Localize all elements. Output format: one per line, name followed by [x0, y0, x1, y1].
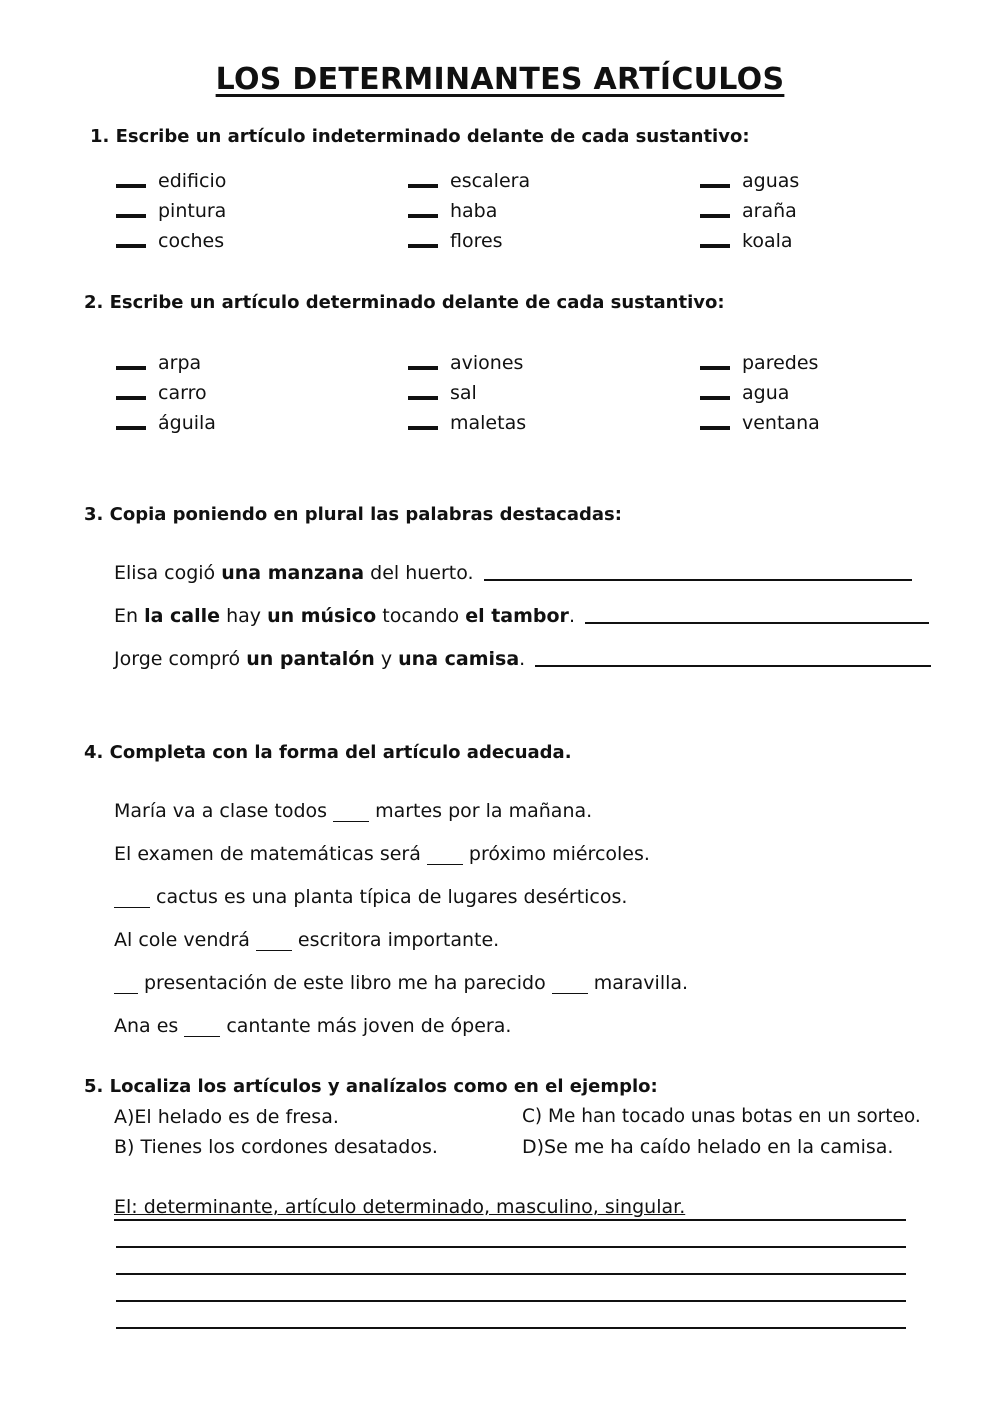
complete-sentence-6: Ana es cantante más joven de ópera.: [114, 1015, 512, 1037]
word-item[interactable]: flores: [408, 226, 503, 256]
plural-sentence-3: Jorge compró un pantalón y una camisa .: [114, 648, 931, 670]
word-item[interactable]: agua: [700, 378, 789, 408]
fill-blank[interactable]: [552, 975, 588, 994]
word-item[interactable]: maletas: [408, 408, 526, 438]
word-item[interactable]: sal: [408, 378, 477, 408]
plural-sentence-1: Elisa cogió una manzana del huerto.: [114, 562, 912, 584]
blank-mark[interactable]: [116, 214, 146, 218]
blank-mark[interactable]: [116, 426, 146, 430]
blank-mark[interactable]: [116, 244, 146, 248]
example-answer: El: determinante, artículo determinado, masculino, singular.: [114, 1196, 906, 1221]
word-item[interactable]: águila: [116, 408, 216, 438]
fill-blank[interactable]: [184, 1018, 220, 1037]
exercise-2-grid: [0, 348, 1000, 438]
answer-line[interactable]: [116, 1300, 906, 1302]
word-row: [0, 166, 1000, 196]
exercise-2-heading: 2. Escribe un artículo determinado delante de cada sustantivo:: [84, 292, 725, 313]
analysis-item-b: B) Tienes los cordones desatados.: [114, 1136, 438, 1158]
blank-mark[interactable]: [700, 426, 730, 430]
blank-mark[interactable]: [700, 244, 730, 248]
blank-mark[interactable]: [408, 426, 438, 430]
word-item[interactable]: ventana: [700, 408, 820, 438]
exercise-3-heading: 3. Copia poniendo en plural las palabras destacadas:: [84, 504, 622, 525]
complete-sentence-4: Al cole vendrá escritora importante.: [114, 929, 500, 951]
word-item[interactable]: koala: [700, 226, 793, 256]
blank-mark[interactable]: [408, 366, 438, 370]
word-row: [0, 226, 1000, 256]
complete-sentence-2: El examen de matemáticas será próximo miércoles.: [114, 843, 650, 865]
word-item[interactable]: pintura: [116, 196, 226, 226]
answer-line[interactable]: [585, 621, 929, 624]
fill-blank[interactable]: [114, 889, 150, 908]
exercise-1-grid: [0, 166, 1000, 256]
blank-mark[interactable]: [700, 184, 730, 188]
blank-mark[interactable]: [408, 214, 438, 218]
analysis-item-a: A)El helado es de fresa.: [114, 1106, 339, 1128]
exercise-4-heading: 4. Completa con la forma del artículo adecuada.: [84, 742, 572, 763]
page-title: LOS DETERMINANTES ARTÍCULOS: [215, 62, 785, 97]
blank-mark[interactable]: [700, 214, 730, 218]
exercise-5-heading: 5. Localiza los artículos y analízalos como en el ejemplo:: [84, 1076, 658, 1097]
analysis-item-c: C) Me han tocado unas botas en un sorteo.: [522, 1106, 921, 1127]
blank-mark[interactable]: [408, 396, 438, 400]
blank-mark[interactable]: [408, 184, 438, 188]
word-row: [0, 408, 1000, 438]
blank-mark[interactable]: [116, 366, 146, 370]
answer-line[interactable]: [116, 1327, 906, 1329]
blank-mark[interactable]: [700, 366, 730, 370]
word-item[interactable]: edificio: [116, 166, 226, 196]
word-item[interactable]: aguas: [700, 166, 799, 196]
answer-line[interactable]: [116, 1273, 906, 1275]
complete-sentence-3: cactus es una planta típica de lugares desérticos.: [114, 886, 627, 908]
word-row: [0, 196, 1000, 226]
blank-mark[interactable]: [116, 396, 146, 400]
fill-blank[interactable]: [427, 846, 463, 865]
word-item[interactable]: paredes: [700, 348, 818, 378]
fill-blank[interactable]: [114, 975, 138, 994]
analysis-item-d: D)Se me ha caído helado en la camisa.: [522, 1136, 894, 1158]
complete-sentence-1: María va a clase todos martes por la mañana.: [114, 800, 593, 822]
answer-line[interactable]: [484, 578, 912, 581]
word-item[interactable]: araña: [700, 196, 797, 226]
word-item[interactable]: escalera: [408, 166, 530, 196]
answer-line[interactable]: [535, 664, 931, 667]
blank-mark[interactable]: [700, 396, 730, 400]
word-item[interactable]: aviones: [408, 348, 523, 378]
word-item[interactable]: haba: [408, 196, 497, 226]
word-row: [0, 378, 1000, 408]
exercise-1-heading: 1. Escribe un artículo indeterminado delante de cada sustantivo:: [90, 126, 750, 147]
word-item[interactable]: coches: [116, 226, 224, 256]
complete-sentence-5: presentación de este libro me ha parecido maravilla.: [114, 972, 688, 994]
word-item[interactable]: arpa: [116, 348, 201, 378]
plural-sentence-2: En la calle hay un músico tocando el tambor .: [114, 605, 929, 627]
answer-line[interactable]: [116, 1246, 906, 1248]
fill-blank[interactable]: [256, 932, 292, 951]
blank-mark[interactable]: [116, 184, 146, 188]
word-item[interactable]: carro: [116, 378, 207, 408]
fill-blank[interactable]: [333, 803, 369, 822]
blank-mark[interactable]: [408, 244, 438, 248]
word-row: [0, 348, 1000, 378]
